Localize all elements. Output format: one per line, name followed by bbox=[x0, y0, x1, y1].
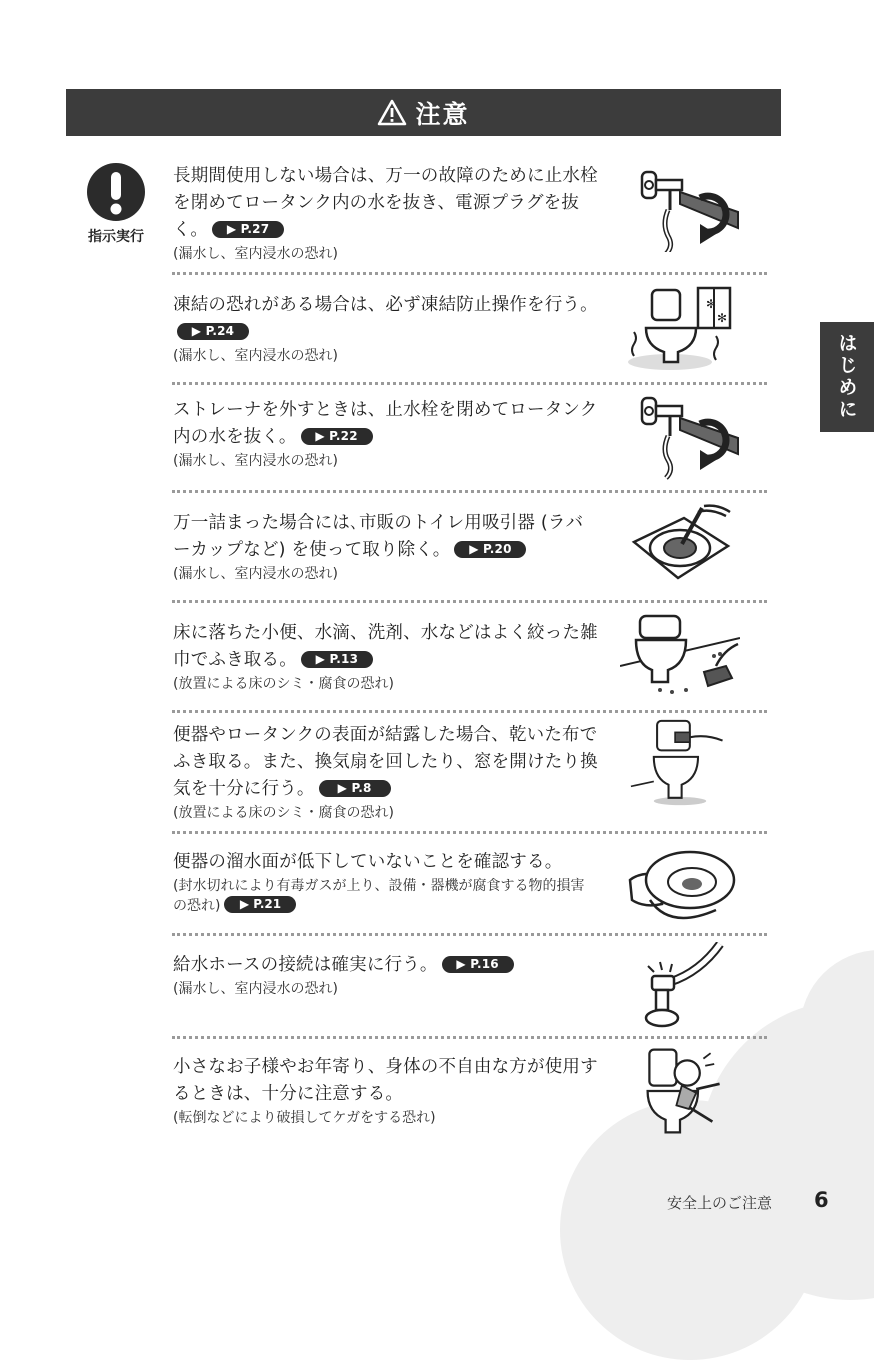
item-note: (漏水し、室内浸水の恐れ) bbox=[173, 453, 338, 469]
warning-icon bbox=[377, 99, 407, 126]
item-note: (漏水し、室内浸水の恐れ) bbox=[173, 981, 338, 997]
page-reference[interactable]: ▶ P.16 bbox=[442, 956, 514, 973]
item-note: (転倒などにより破損してケガをする恐れ) bbox=[173, 1110, 436, 1126]
caution-item bbox=[173, 163, 598, 264]
divider bbox=[172, 490, 767, 493]
page-reference[interactable]: ▶ P.13 bbox=[301, 651, 373, 668]
shutoff-valve-icon bbox=[620, 162, 740, 252]
item-text: 小さなお子様やお年寄り、身体の不自由な方が使用するときは、十分に注意する。 bbox=[173, 1057, 598, 1104]
item-text: 万一詰まった場合には､市販のトイレ用吸引器 (ラバーカップなど) を使って取り除く。 bbox=[173, 513, 584, 560]
caution-item bbox=[173, 397, 598, 471]
caution-item bbox=[173, 510, 598, 584]
page-number: 6 bbox=[814, 1188, 829, 1212]
divider bbox=[172, 933, 767, 936]
wipe-floor-icon bbox=[620, 608, 740, 698]
item-text: 床に落ちた小便、水滴、洗剤、水などはよく絞った雑巾でふき取る。 bbox=[173, 623, 598, 670]
item-text: 凍結の恐れがある場合は、必ず凍結防止操作を行う。 bbox=[173, 295, 598, 315]
caution-header bbox=[66, 89, 781, 136]
footer-section: 安全上のご注意 bbox=[667, 1194, 773, 1212]
caution-item bbox=[173, 722, 598, 823]
page-reference[interactable]: ▶ P.22 bbox=[301, 428, 373, 445]
plunger-icon bbox=[620, 500, 740, 590]
caution-item bbox=[173, 952, 598, 999]
wipe-tank-icon bbox=[620, 716, 740, 806]
page-reference[interactable]: ▶ P.8 bbox=[319, 780, 391, 797]
side-tab-label: はじめに bbox=[835, 333, 858, 421]
caution-item bbox=[173, 292, 598, 366]
hose-connection-icon bbox=[620, 942, 740, 1032]
page-reference[interactable]: ▶ P.24 bbox=[177, 323, 249, 340]
item-note: (漏水し、室内浸水の恐れ) bbox=[173, 246, 338, 262]
caution-item bbox=[173, 1054, 598, 1128]
item-text: ストレーナを外すときは、止水栓を閉めてロータンク内の水を抜く。 bbox=[173, 400, 598, 447]
frozen-toilet-icon bbox=[620, 282, 740, 372]
divider bbox=[172, 831, 767, 834]
item-text: 長期間使用しない場合は、万一の故障のために止水栓を閉めてロータンク内の水を抜き、電源プラグを抜く。 bbox=[173, 166, 598, 240]
shutoff-valve-icon bbox=[620, 392, 740, 482]
page-reference[interactable]: ▶ P.21 bbox=[224, 896, 296, 913]
page-reference[interactable]: ▶ P.27 bbox=[212, 221, 284, 238]
exclamation-icon bbox=[86, 162, 146, 222]
item-text: 便器やロータンクの表面が結露した場合、乾いた布でふき取る。また、換気扇を回したり、窓を開けたり換気を十分に行う。 bbox=[173, 725, 598, 799]
bowl-water-icon bbox=[620, 840, 740, 930]
caution-item bbox=[173, 849, 598, 916]
svg-text:✻: ✻ bbox=[717, 311, 728, 325]
divider bbox=[172, 710, 767, 713]
item-note: (放置による床のシミ・腐食の恐れ) bbox=[173, 805, 394, 821]
item-note: (放置による床のシミ・腐食の恐れ) bbox=[173, 676, 394, 692]
divider bbox=[172, 1036, 767, 1039]
item-text: 便器の溜水面が低下していないことを確認する。 bbox=[173, 852, 563, 872]
instruction-mark bbox=[80, 162, 152, 246]
child-fall-icon bbox=[620, 1046, 740, 1136]
side-tab bbox=[820, 322, 874, 432]
svg-text:✻: ✻ bbox=[706, 297, 717, 311]
background-decoration bbox=[560, 1100, 820, 1360]
divider bbox=[172, 382, 767, 385]
page-reference[interactable]: ▶ P.20 bbox=[454, 541, 526, 558]
instruction-label: 指示実行 bbox=[88, 229, 144, 245]
caution-title: 注意 bbox=[415, 99, 470, 129]
item-text: 給水ホースの接続は確実に行う。 bbox=[173, 955, 438, 975]
item-note: (漏水し、室内浸水の恐れ) bbox=[173, 348, 338, 364]
item-note: (漏水し、室内浸水の恐れ) bbox=[173, 566, 338, 582]
caution-item bbox=[173, 620, 598, 694]
divider bbox=[172, 600, 767, 603]
item-note: (封水切れにより有毒ガスが上り、設備・器機が腐食する物的損害の恐れ) bbox=[173, 878, 585, 914]
divider bbox=[172, 272, 767, 275]
